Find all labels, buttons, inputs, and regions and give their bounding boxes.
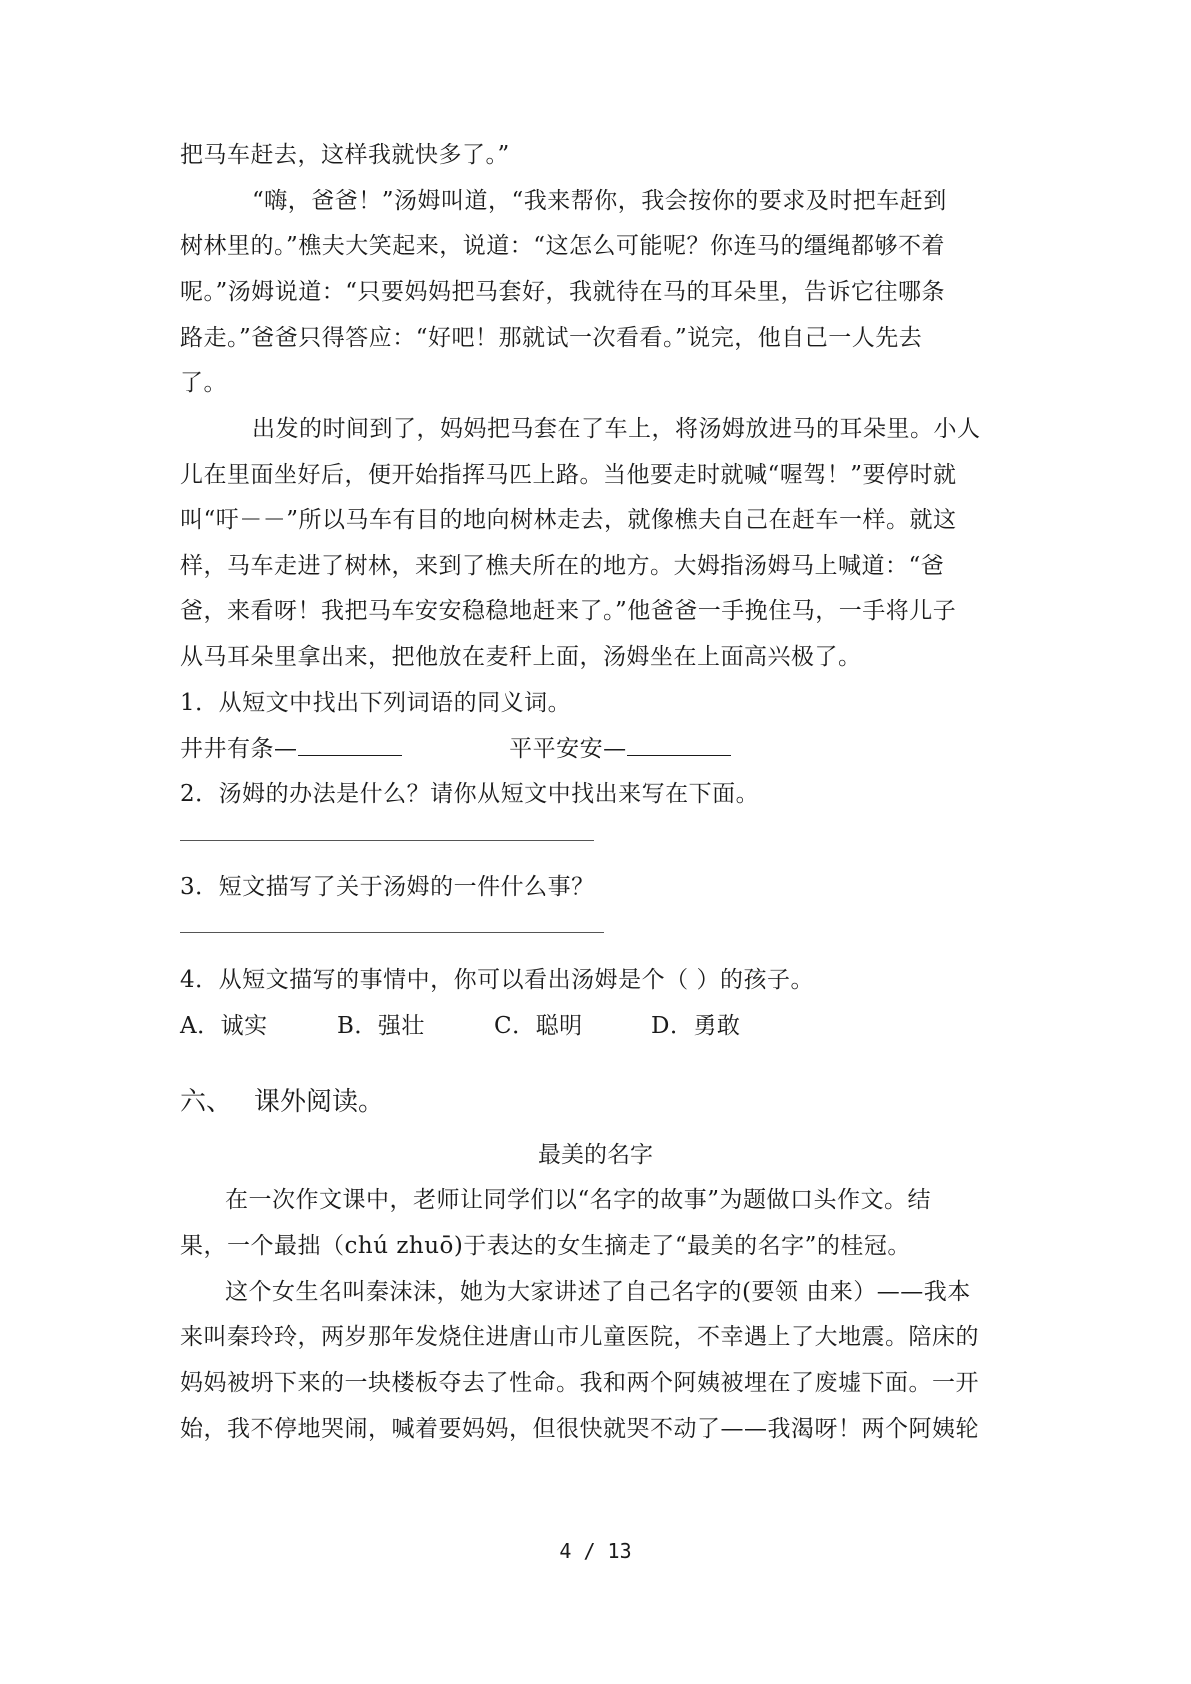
story-line-5: 妈妈被坍下来的一块楼板夺去了性命。我和两个阿姨被埋在了废墟下面。一开 [180, 1370, 979, 1396]
question-4: 4．从短文描写的事情中，你可以看出汤姆是个（ ）的孩子。 [180, 967, 814, 993]
section-6-label: 课外阅读。 [254, 1087, 385, 1117]
option-d[interactable]: D．勇敢 [651, 1013, 741, 1039]
passage1-line-3: 树林里的。”樵夫大笑起来，说道：“这怎么可能呢？你连马的缰绳都够不着 [180, 233, 946, 259]
q1-item-b: 平平安安— [509, 736, 627, 762]
question-4-options [180, 1011, 740, 1041]
q1-blank-b[interactable] [627, 733, 731, 756]
question-3: 3．短文描写了关于汤姆的一件什么事？ [180, 874, 595, 900]
passage1-line-10: 样，马车走进了树林，来到了樵夫所在的地方。大姆指汤姆马上喊道：“爸 [180, 553, 945, 579]
question-2: 2．汤姆的办法是什么？请你从短文中找出来写在下面。 [180, 781, 760, 807]
story-line-1: 在一次作文课中，老师让同学们以“名字的故事”为题做口头作文。结 [225, 1187, 932, 1213]
story-line-3: 这个女生名叫秦沫沫，她为大家讲述了自己名字的(要领 由来）——我本 [225, 1279, 971, 1305]
option-a[interactable]: A．诚实 [180, 1013, 268, 1039]
passage1-line-1: 把马车赶去，这样我就快多了。” [180, 142, 510, 168]
q3-answer-line[interactable] [180, 932, 604, 933]
question-1-answers [180, 733, 731, 764]
q1-blank-a[interactable] [298, 733, 402, 756]
passage1-line-8: 儿在里面坐好后，便开始指挥马匹上路。当他要走时就喊“喔驾！”要停时就 [180, 462, 957, 488]
option-b[interactable]: B．强壮 [337, 1013, 425, 1039]
passage1-line-11: 爸，来看呀！我把马车安安稳稳地赶来了。”他爸爸一手挽住马，一手将儿子 [180, 598, 957, 624]
passage1-line-12: 从马耳朵里拿出来，把他放在麦秆上面，汤姆坐在上面高兴极了。 [180, 644, 862, 670]
passage1-line-5: 路走。”爸爸只得答应：“好吧！那就试一次看看。”说完，他自己一人先去 [180, 325, 923, 351]
section-6-number: 六、 [180, 1087, 233, 1117]
story-line-6: 始，我不停地哭闹，喊着要妈妈，但很快就哭不动了——我渴呀！两个阿姨轮 [180, 1416, 979, 1442]
section-6-heading [180, 1086, 384, 1118]
question-1: 1．从短文中找出下列词语的同义词。 [180, 690, 572, 716]
passage1-line-9: 叫“吁－－”所以马车有目的地向树林走去，就像樵夫自己在赶车一样。就这 [180, 507, 957, 533]
passage1-line-7: 出发的时间到了，妈妈把马套在了车上，将汤姆放进马的耳朵里。小人 [252, 416, 981, 442]
q1-item-a: 井井有条— [180, 736, 298, 762]
passage1-line-4: 呢。”汤姆说道：“只要妈妈把马套好，我就待在马的耳朵里，告诉它往哪条 [180, 279, 946, 305]
passage1-line-2: “嗨，爸爸！”汤姆叫道，“我来帮你，我会按你的要求及时把车赶到 [252, 188, 947, 214]
page-number: 4 / 13 [559, 1539, 632, 1563]
story-title: 最美的名字 [538, 1142, 653, 1168]
q2-answer-line[interactable] [180, 840, 594, 841]
story-line-4: 来叫秦玲玲，两岁那年发烧住进唐山市儿童医院，不幸遇上了大地震。陪床的 [180, 1324, 979, 1350]
story-line-2: 果，一个最拙（chú zhuō)于表达的女生摘走了“最美的名字”的桂冠。 [180, 1233, 911, 1259]
option-c[interactable]: C．聪明 [494, 1013, 583, 1039]
passage1-line-6: 了。 [180, 370, 227, 396]
